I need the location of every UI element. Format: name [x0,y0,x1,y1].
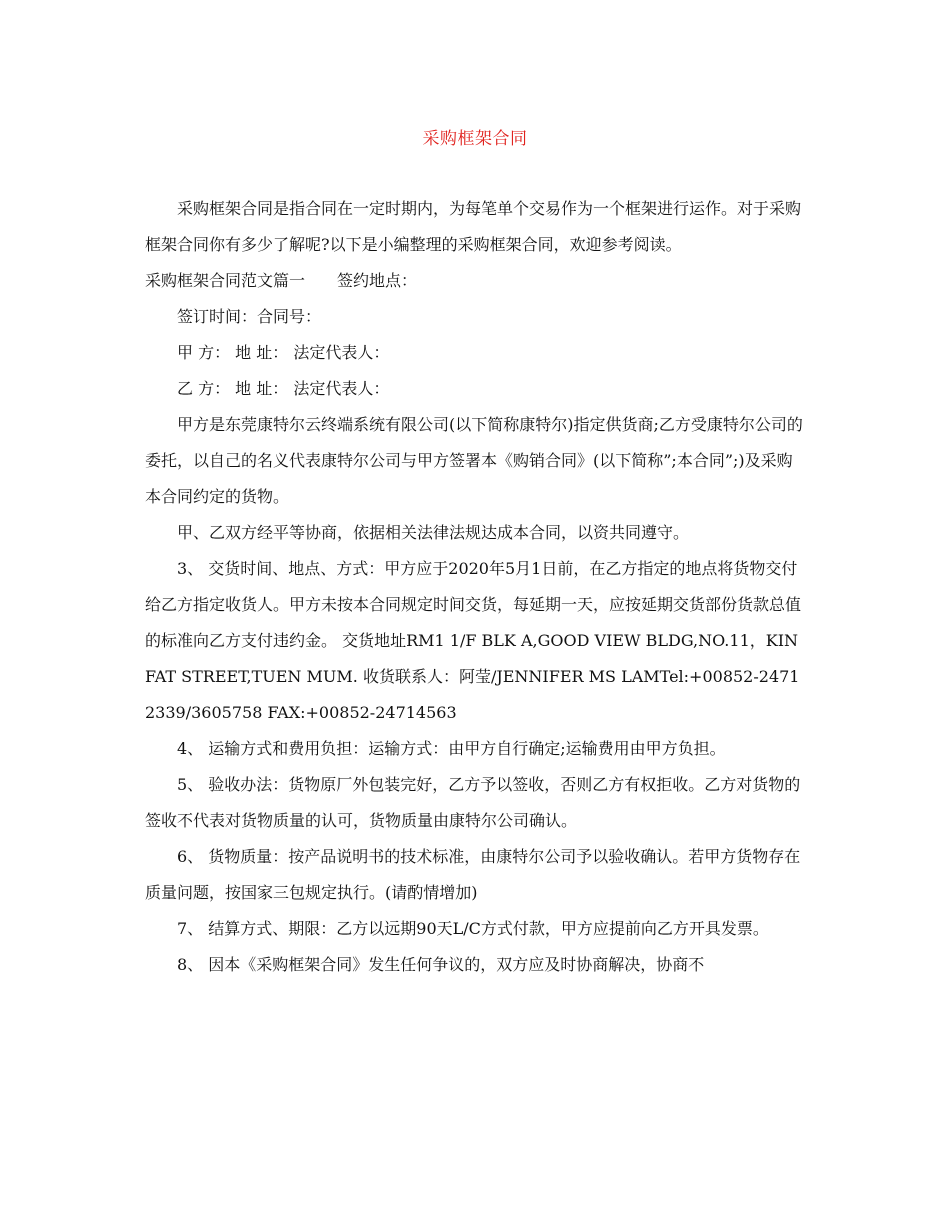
party-b-line: 乙 方： 地 址： 法定代表人： [177,379,390,398]
page-title: 采购框架合同 [422,129,528,149]
clause-3-delivery: 3、 交货时间、地点、方式：甲方应于2020年5月1日前，在乙方指定的地点将货物交付给乙方指定收货人。甲方未按本合同规定时间交货，每延期一天，应按延期交货部份货款总值 的标准向乙方支付违约金。 交货地址RM1 1/F BLK A,GOOD VIEW BLDG,NO.11，KIN FAT STREET,TUEN MUM. 收货联系人：阿莹/JENNIFER MS LAMTel:+00852-24712339/3605758 FAX:+00852-24714563 [145,559,802,722]
signing-time-line: 签订时间：合同号： [177,307,322,326]
intro-paragraph: 采购框架合同是指合同在一定时期内，为每笔单个交易作为一个框架进行运作。对于采购框架合同你有多少了解呢?以下是小编整理的采购框架合同，欢迎参考阅读。 [145,199,802,254]
clause-8-dispute: 8、 因本《采购框架合同》发生任何争议的，双方应及时协商解决，协商不 [177,955,705,974]
clause-5-inspection: 5、 验收办法：货物原厂外包装完好，乙方予以签收，否则乙方有权拒收。乙方对货物的签收不代表对货物质量的认可，货物质量由康特尔公司确认。 [145,775,801,830]
clause-6-quality: 6、 货物质量：按产品说明书的技术标准，由康特尔公司予以验收确认。若甲方货物存在质量问题，按国家三包规定执行。(请酌情增加) [145,847,801,902]
document-body [145,191,805,983]
agreement-paragraph: 甲、乙双方经平等协商，依据相关法律法规达成本合同，以资共同遵守。 [177,523,690,542]
supplier-paragraph: 甲方是东莞康特尔云终端系统有限公司(以下简称康特尔)指定供货商;乙方受康特尔公司的委托，以自己的名义代表康特尔公司与甲方签署本《购销合同》(以下简称”;本合同”;)及采购本合同约定的货物。 [145,415,803,506]
clause-4-transport: 4、 运输方式和费用负担：运输方式：由甲方自行确定;运输费用由甲方负担。 [177,739,726,758]
clause-7-settlement: 7、 结算方式、期限：乙方以远期90天L/C方式付款，甲方应提前向乙方开具发票。 [177,919,769,938]
sample-heading-line: 采购框架合同范文篇一 签约地点： [145,271,418,290]
party-a-line: 甲 方： 地 址： 法定代表人： [177,343,390,362]
